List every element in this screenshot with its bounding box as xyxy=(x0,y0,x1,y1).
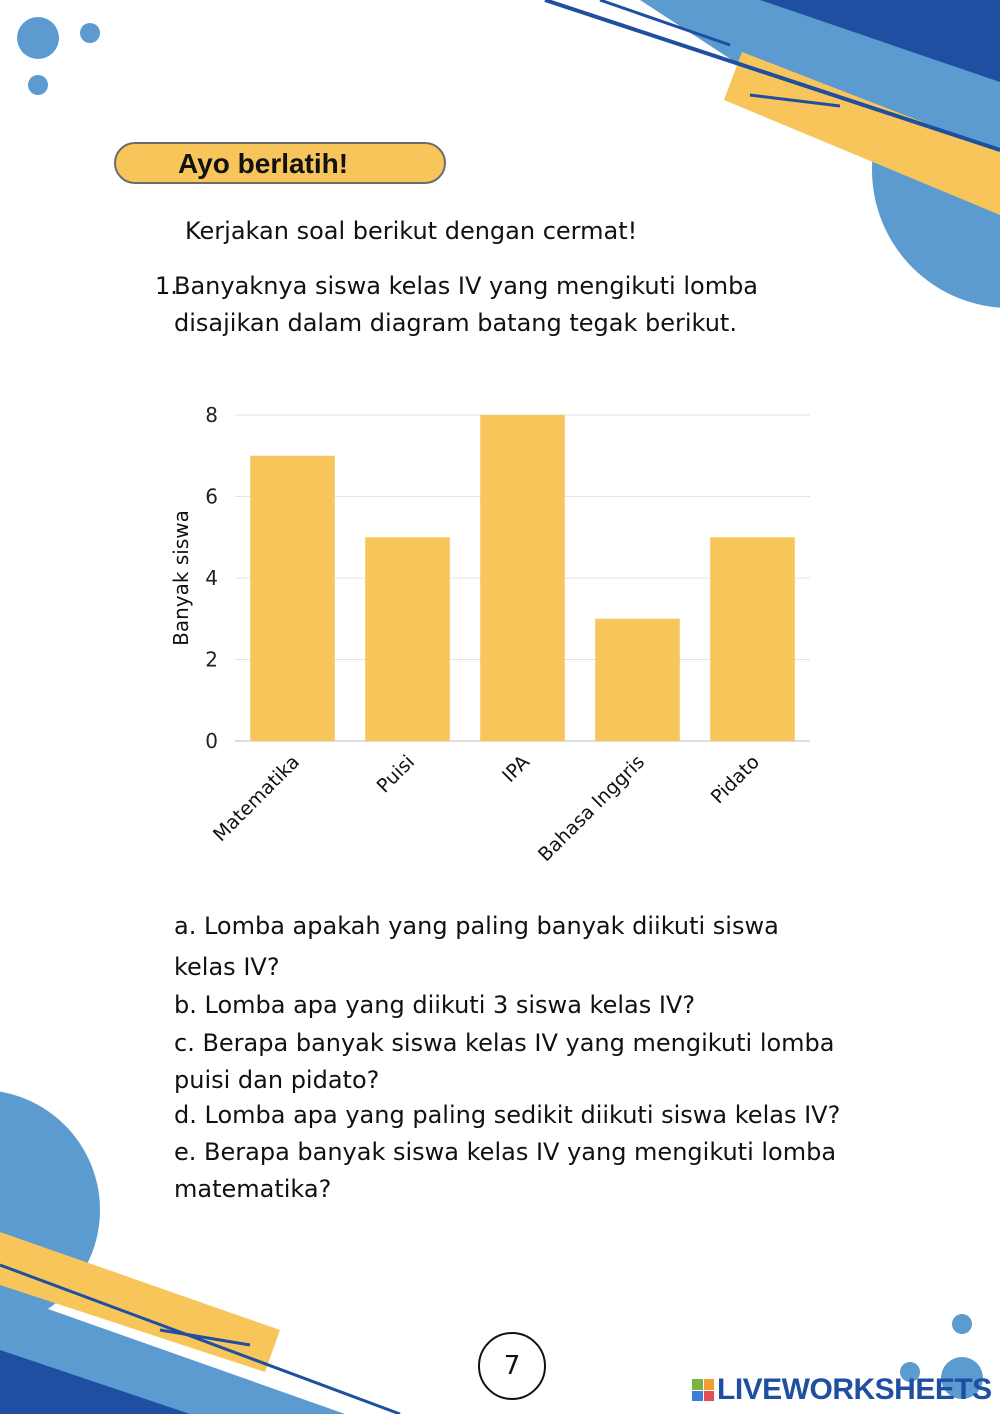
badge-label: Ayo berlatih! xyxy=(178,148,349,179)
y-axis-label: Banyak siswa xyxy=(169,510,193,646)
section-badge xyxy=(114,142,446,184)
y-tick-label: 0 xyxy=(205,729,218,753)
bar-chart xyxy=(160,390,840,900)
liveworksheets-icon xyxy=(692,1379,714,1401)
page-number: 7 xyxy=(478,1332,546,1400)
question-number: 1. xyxy=(155,272,178,300)
x-tick-label: Matematika xyxy=(209,750,305,846)
bar-puisi xyxy=(365,537,450,741)
y-tick-label: 2 xyxy=(205,647,218,672)
x-tick-label: Pidato xyxy=(706,750,765,809)
decor-dot xyxy=(28,75,48,95)
brand-name: LIVEWORKSHEETS xyxy=(717,1373,992,1406)
liveworksheets-logo[interactable] xyxy=(692,1374,992,1406)
instruction-text: Kerjakan soal berikut dengan cermat! xyxy=(185,217,638,245)
question-line-2: disajikan dalam diagram batang tegak berikut. xyxy=(174,309,737,337)
bar-pidato xyxy=(710,537,795,741)
subquestion-e-line-2: matematika? xyxy=(174,1175,332,1203)
y-tick-label: 8 xyxy=(205,403,218,427)
x-tick-label: IPA xyxy=(498,750,535,787)
subquestion-c-line-1: c. Berapa banyak siswa kelas IV yang mengikuti lomba xyxy=(174,1029,835,1057)
subquestion-e-line-1: e. Berapa banyak siswa kelas IV yang mengikuti lomba xyxy=(174,1138,837,1166)
bar-matematika xyxy=(250,456,335,741)
subquestion-d: d. Lomba apa yang paling sedikit diikuti siswa kelas IV? xyxy=(174,1101,841,1129)
decor-dot xyxy=(17,17,59,59)
decor-dot xyxy=(80,23,100,43)
subquestion-a-line-1: a. Lomba apakah yang paling banyak diikuti siswa xyxy=(174,912,779,940)
x-tick-label: Puisi xyxy=(372,750,420,798)
decor-dot xyxy=(952,1314,972,1334)
y-tick-label: 4 xyxy=(205,566,218,590)
bar-ipa xyxy=(480,415,565,741)
subquestion-b: b. Lomba apa yang diikuti 3 siswa kelas IV? xyxy=(174,991,696,1019)
question-line-1: Banyaknya siswa kelas IV yang mengikuti lomba xyxy=(174,272,759,300)
subquestion-a-line-2: kelas IV? xyxy=(174,953,280,981)
subquestion-c-line-2: puisi dan pidato? xyxy=(174,1066,380,1094)
y-tick-label: 6 xyxy=(205,484,218,509)
bar-bahasa-inggris xyxy=(595,619,680,741)
x-tick-label: Bahasa Inggris xyxy=(533,750,650,867)
